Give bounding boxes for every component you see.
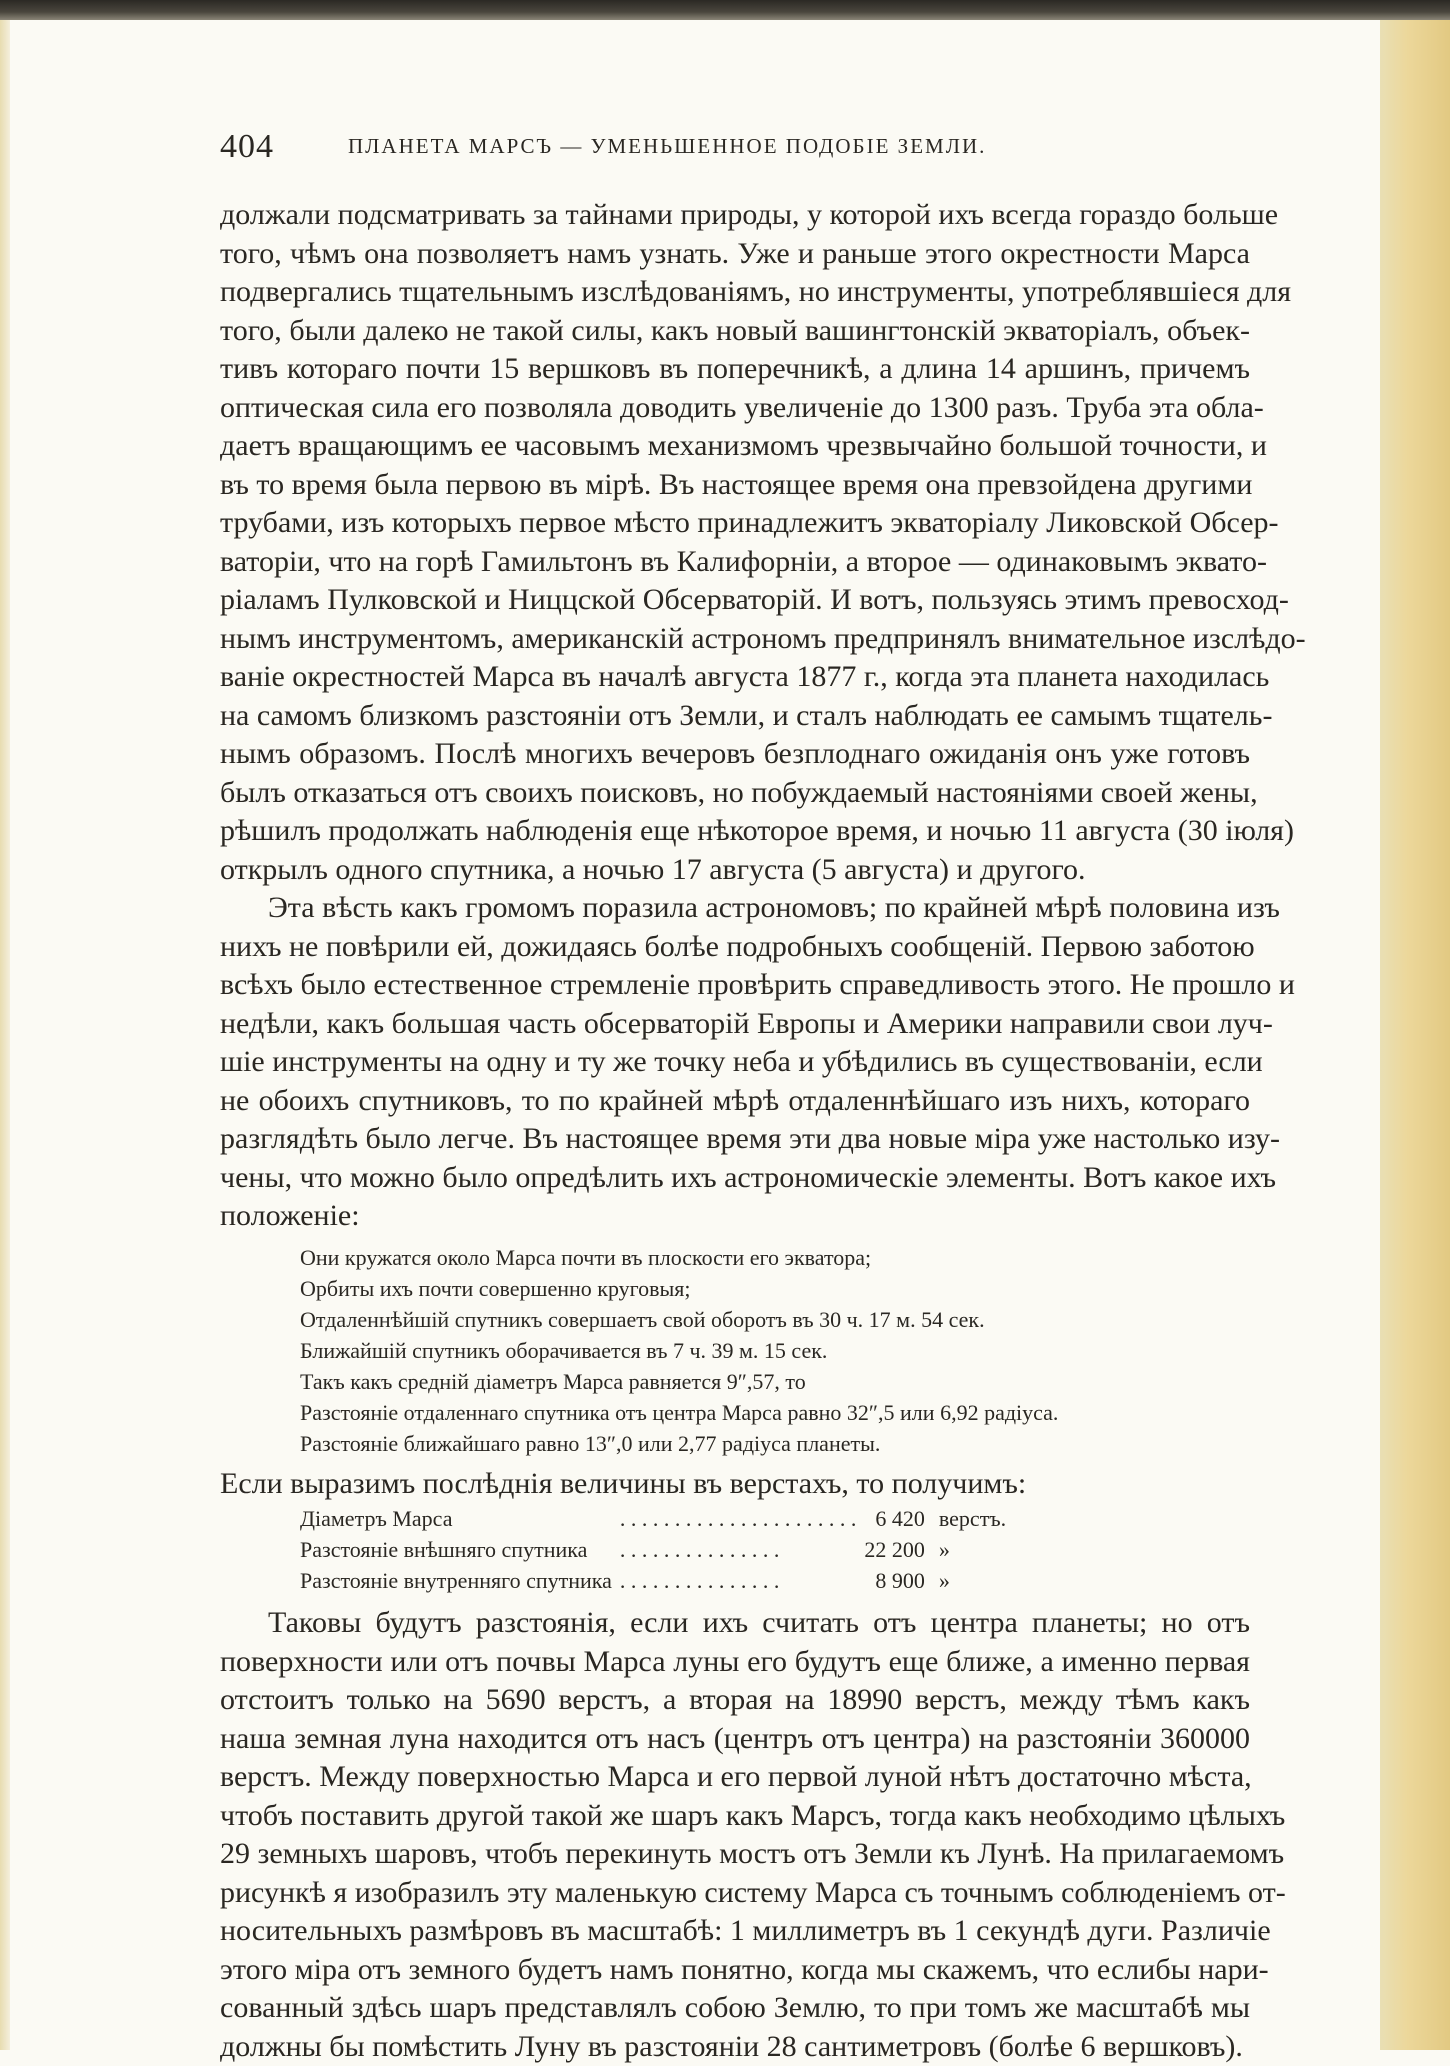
text-line: ваніе окрестностей Марса въ началѣ августа 1877 г., когда эта планета находилась: [220, 658, 1250, 697]
text-line: всѣхъ было естественное стремленіе провѣрить справедливость этого. Не прошло и: [220, 966, 1250, 1005]
text-line: того, были далеко не такой силы, какъ новый вашингтонскій экваторіалъ, объек-: [220, 312, 1250, 351]
running-title: ПЛАНЕТА МАРСЪ — УМЕНЬШЕННОЕ ПОДОБІЕ ЗЕМЛИ.: [348, 134, 986, 159]
text-line: положеніе:: [220, 1197, 1250, 1236]
text-line: чены, что можно было опредѣлить ихъ астрономическіе элементы. Вотъ какое ихъ: [220, 1159, 1250, 1198]
row-leader-dots: . . . . . . . . . . . . . . .: [612, 1565, 865, 1596]
orbital-elements-list: [220, 1242, 1250, 1459]
text-line: подвергались тщательнымъ изслѣдованіямъ, но инструменты, употреблявшіеся для: [220, 273, 1250, 312]
text-line: трубами, изъ которыхъ первое мѣсто принадлежитъ экваторіалу Ликовской Обсер-: [220, 504, 1250, 543]
text-line: Таковы будутъ разстоянія, если ихъ считать отъ центра планеты; но отъ: [220, 1604, 1250, 1643]
row-leader-dots: . . . . . . . . . . . . . . . . . . . . . .: [612, 1503, 865, 1534]
scan-right-edge: [1380, 20, 1450, 2050]
text-line: нихъ не повѣрили ей, дожидаясь болѣе подробныхъ сообщеній. Первою заботою: [220, 928, 1250, 967]
list-item: Отдаленнѣйшій спутникъ совершаетъ свой оборотъ въ 30 ч. 17 м. 54 сек.: [300, 1304, 1250, 1335]
text-line: верстъ. Между поверхностью Марса и его первой луной нѣтъ достаточно мѣста,: [220, 1758, 1250, 1797]
text-line: носительныхъ размѣровъ въ масштабѣ: 1 миллиметръ въ 1 секундѣ дуги. Различіе: [220, 1912, 1250, 1951]
text-line: поверхности или отъ почвы Марса луны его будутъ еще ближе, а именно первая: [220, 1643, 1250, 1682]
text-line: недѣли, какъ большая часть обсерваторій Европы и Америки направили свои луч-: [220, 1005, 1250, 1044]
list-item: Ближайшій спутникъ оборачивается въ 7 ч. 39 м. 15 сек.: [300, 1335, 1250, 1366]
table-row: [300, 1503, 1006, 1534]
text-line: оптическая сила его позволяла доводить увеличеніе до 1300 разъ. Труба эта обла-: [220, 389, 1250, 428]
row-leader-dots: . . . . . . . . . . . . . . .: [612, 1534, 865, 1565]
text-line: въ то время была первою въ мірѣ. Въ настоящее время она превзойдена другими: [220, 466, 1250, 505]
page-content: [220, 128, 1250, 2066]
text-line: ваторіи, что на горѣ Гамильтонъ въ Калифорніи, а второе — одинаковымъ эквато-: [220, 543, 1250, 582]
text-line: нымъ образомъ. Послѣ многихъ вечеровъ безплоднаго ожиданія онъ уже готовъ: [220, 735, 1250, 774]
versts-intro: [220, 1465, 1250, 1504]
list-item: Такъ какъ средній діаметръ Марса равняется 9″,57, то: [300, 1366, 1250, 1397]
text-line: того, чѣмъ она позволяетъ намъ узнать. Уже и раньше этого окрестности Марса: [220, 235, 1250, 274]
text-line: даетъ вращающимъ ее часовымъ механизмомъ чрезвычайно большой точности, и: [220, 427, 1250, 466]
list-item: Они кружатся около Марса почти въ плоскости его экватора;: [300, 1242, 1250, 1273]
text-line: должали подсматривать за тайнами природы, у которой ихъ всегда гораздо больше: [220, 196, 1250, 235]
text-line: Если выразимъ послѣднія величины въ верстахъ, то получимъ:: [220, 1465, 1250, 1504]
paragraph-2: [220, 889, 1250, 1236]
scan-left-edge: [0, 20, 10, 2050]
text-line: разглядѣть было легче. Въ настоящее время эти два новые міра уже настолько изу-: [220, 1120, 1250, 1159]
text-line: тивъ котораго почти 15 вершковъ въ поперечникѣ, а длина 14 аршинъ, причемъ: [220, 350, 1250, 389]
list-item: Разстояніе ближайшаго равно 13″,0 или 2,77 радіуса планеты.: [300, 1428, 1250, 1459]
text-line: Эта вѣсть какъ громомъ поразила астрономовъ; по крайней мѣрѣ половина изъ: [220, 889, 1250, 928]
text-line: ріаламъ Пулковской и Ниццской Обсерваторій. И вотъ, пользуясь этимъ превосход-: [220, 581, 1250, 620]
row-label: Діаметръ Марса: [300, 1503, 612, 1534]
paragraph-3: [220, 1604, 1250, 2066]
text-line: нымъ инструментомъ, американскій астрономъ предпринялъ внимательное изслѣдо-: [220, 620, 1250, 659]
page-number: 404: [220, 128, 274, 166]
row-value: 8 900: [864, 1565, 939, 1596]
row-label: Разстояніе внѣшняго спутника: [300, 1534, 612, 1565]
row-value: 22 200: [864, 1534, 939, 1565]
distance-table: [300, 1503, 1006, 1596]
text-line: наша земная луна находится отъ насъ (центръ отъ центра) на разстояніи 360000: [220, 1720, 1250, 1759]
text-line: чтобъ поставить другой такой же шаръ какъ Марсъ, тогда какъ необходимо цѣлыхъ: [220, 1797, 1250, 1836]
list-item: Разстояніе отдаленнаго спутника отъ центра Марса равно 32″,5 или 6,92 радіуса.: [300, 1397, 1250, 1428]
scan-top-border: [0, 0, 1450, 20]
text-line: 29 земныхъ шаровъ, чтобъ перекинуть мостъ отъ Земли къ Лунѣ. На прилагаемомъ: [220, 1835, 1250, 1874]
row-unit: »: [939, 1565, 1006, 1596]
text-line: на самомъ близкомъ разстояніи отъ Земли, и сталъ наблюдать ее самымъ тщатель-: [220, 697, 1250, 736]
text-line: должны бы помѣстить Луну въ разстояніи 28 сантиметровъ (болѣе 6 вершковъ).: [220, 2028, 1250, 2066]
page-header: [220, 128, 1250, 168]
text-line: открылъ одного спутника, а ночью 17 августа (5 августа) и другого.: [220, 851, 1250, 890]
row-unit: верстъ.: [939, 1503, 1006, 1534]
list-item: Орбиты ихъ почти совершенно круговыя;: [300, 1273, 1250, 1304]
text-line: шіе инструменты на одну и ту же точку неба и убѣдились въ существованіи, если: [220, 1043, 1250, 1082]
table-row: [300, 1534, 1006, 1565]
row-unit: »: [939, 1534, 1006, 1565]
table-row: [300, 1565, 1006, 1596]
row-label: Разстояніе внутренняго спутника: [300, 1565, 612, 1596]
text-line: рисункѣ я изобразилъ эту маленькую систему Марса съ точнымъ соблюденіемъ от-: [220, 1874, 1250, 1913]
text-line: былъ отказаться отъ своихъ поисковъ, но побуждаемый настояніями своей жены,: [220, 774, 1250, 813]
text-line: отстоитъ только на 5690 верстъ, а вторая на 18990 верстъ, между тѣмъ какъ: [220, 1681, 1250, 1720]
paragraph-1: [220, 196, 1250, 889]
text-line: не обоихъ спутниковъ, то по крайней мѣрѣ отдаленнѣйшаго изъ нихъ, котораго: [220, 1082, 1250, 1121]
text-line: сованный здѣсь шаръ представлялъ собою Землю, то при томъ же масштабѣ мы: [220, 1989, 1250, 2028]
text-line: этого міра отъ земного будетъ намъ понятно, когда мы скажемъ, что еслибы нари-: [220, 1951, 1250, 1990]
text-line: рѣшилъ продолжать наблюденія еще нѣкоторое время, и ночью 11 августа (30 іюля): [220, 812, 1250, 851]
row-value: 6 420: [864, 1503, 939, 1534]
